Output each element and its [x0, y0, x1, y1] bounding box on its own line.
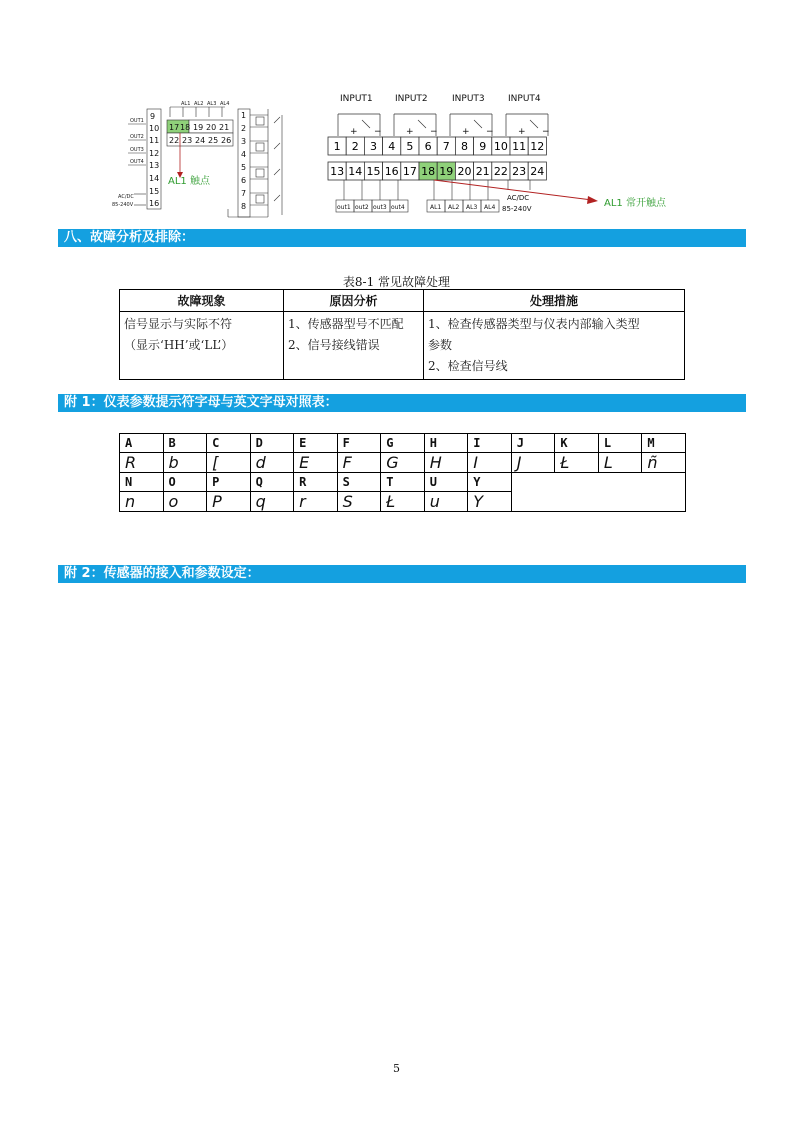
- input-label: INPUT1: [340, 94, 373, 104]
- alarm-label: AL3: [207, 101, 217, 107]
- input-label: INPUT3: [452, 94, 485, 104]
- header-action: 处理措施: [424, 290, 685, 312]
- terminal: 4: [241, 150, 247, 159]
- terminal-number: 24: [530, 165, 545, 178]
- letter-cell: H: [424, 434, 468, 453]
- out-label: OUT2: [130, 134, 144, 140]
- input-label: INPUT2: [395, 94, 428, 104]
- letter-cell: L: [598, 434, 642, 453]
- terminal: 13: [149, 161, 160, 170]
- letter-cell: R: [294, 473, 338, 492]
- segment-glyph-cell: u: [424, 492, 468, 512]
- terminal-number: 3: [370, 140, 377, 153]
- out-label: OUT1: [130, 118, 144, 124]
- alarm-label: AL4: [484, 204, 496, 211]
- letter-cell: A: [120, 434, 164, 453]
- terminal-number: 17: [402, 165, 417, 178]
- svg-text:+: +: [350, 127, 358, 137]
- output-label: out4: [391, 204, 405, 211]
- terminal-number: 16: [384, 165, 399, 178]
- terminal-number: 6: [424, 140, 432, 153]
- terminal: 15: [149, 187, 160, 196]
- letter-cell: B: [163, 434, 207, 453]
- svg-text:−: −: [430, 127, 438, 137]
- letter-cell: T: [381, 473, 425, 492]
- terminal-number: 11: [512, 140, 527, 153]
- header-cause: 原因分析: [284, 290, 424, 312]
- letter-cell: U: [424, 473, 468, 492]
- segment-glyph-cell: Y: [468, 492, 512, 512]
- letter-cell: F: [337, 434, 381, 453]
- terminal-number: 2: [351, 140, 359, 153]
- cause-line: 2、信号接线错误: [288, 338, 380, 352]
- terminal: 23: [182, 136, 193, 145]
- terminal: 21: [219, 123, 230, 132]
- letter-cell: Q: [250, 473, 294, 492]
- terminal: 19: [193, 123, 204, 132]
- power-label: AC/DC: [118, 194, 134, 200]
- segment-glyph-cell: G: [381, 453, 425, 473]
- terminal: 22: [169, 136, 180, 145]
- terminal: 5: [241, 163, 247, 172]
- terminal: 6: [241, 176, 247, 185]
- segment-glyph-cell: b: [163, 453, 207, 473]
- alarm-label: AL4: [220, 101, 230, 107]
- output-label: out1: [337, 204, 351, 211]
- terminal: 8: [241, 202, 247, 211]
- svg-text:−: −: [542, 127, 550, 137]
- segment-glyph-cell: o: [163, 492, 207, 512]
- terminal-number: 23: [512, 165, 527, 178]
- letter-cell: I: [468, 434, 512, 453]
- appendix-2-title: 附 2：传感器的接入和参数设定：: [58, 565, 746, 583]
- terminal: 24: [195, 136, 206, 145]
- terminal-number: 18: [421, 165, 436, 178]
- page-number: 5: [393, 1062, 400, 1075]
- segment-glyph-cell: P: [207, 492, 251, 512]
- fault-table: [119, 289, 685, 380]
- segment-glyph-cell: R: [120, 453, 164, 473]
- svg-text:+: +: [518, 127, 526, 137]
- input-label: INPUT4: [508, 94, 541, 104]
- action-line: 1、检查传感器类型与仪表内部输入类型: [428, 317, 640, 331]
- action-line: 参数: [428, 338, 453, 352]
- header-symptom: 故障现象: [120, 290, 284, 312]
- letter-cell: S: [337, 473, 381, 492]
- segment-glyph-cell: n: [120, 492, 164, 512]
- terminal-number: 13: [330, 165, 345, 178]
- terminal-number: 14: [348, 165, 363, 178]
- table-row: [120, 434, 686, 453]
- svg-text:+: +: [462, 127, 470, 137]
- terminal-number: 9: [479, 140, 487, 153]
- table-row: [120, 312, 685, 380]
- table-row: [120, 473, 686, 492]
- segment-glyph-cell: Ł: [555, 453, 599, 473]
- letter-cell: C: [207, 434, 251, 453]
- terminal: 20: [206, 123, 217, 132]
- cause-line: 1、传感器型号不匹配: [288, 317, 404, 331]
- segment-glyph-cell: I: [468, 453, 512, 473]
- out-label: OUT4: [130, 159, 144, 165]
- letter-cell: G: [381, 434, 425, 453]
- letter-mapping-table: [119, 433, 686, 512]
- alarm-label: AL3: [466, 204, 478, 211]
- letter-cell: K: [555, 434, 599, 453]
- segment-glyph-cell: H: [424, 453, 468, 473]
- power-label: AC/DC: [507, 194, 530, 202]
- terminal: 26: [221, 136, 232, 145]
- symptom-line: 信号显示与实际不符: [124, 317, 233, 331]
- segment-glyph-cell: r: [294, 492, 338, 512]
- terminal: 17: [169, 123, 180, 132]
- alarm-label: AL1: [181, 101, 191, 107]
- segment-glyph-cell: S: [337, 492, 381, 512]
- table-caption: 表8-1 常见故障处理: [342, 275, 451, 289]
- table-row: [120, 453, 686, 473]
- terminal: 14: [149, 174, 160, 183]
- terminal: 10: [149, 124, 160, 133]
- alarm-label: AL1: [430, 204, 442, 211]
- letter-cell: E: [294, 434, 338, 453]
- terminal-number: 10: [493, 140, 508, 153]
- output-label: out2: [355, 204, 369, 211]
- letter-cell: N: [120, 473, 164, 492]
- svg-text:−: −: [374, 127, 382, 137]
- letter-cell: J: [511, 434, 555, 453]
- appendix-1-title: 附 1：仪表参数提示符字母与英文字母对照表：: [58, 394, 746, 412]
- action-line: 2、检查信号线: [428, 359, 508, 373]
- out-label: OUT3: [130, 147, 144, 153]
- letter-cell: M: [642, 434, 686, 453]
- terminal-number: 1: [333, 140, 341, 153]
- terminal: 16: [149, 199, 160, 208]
- segment-glyph-cell: L: [598, 453, 642, 473]
- svg-text:−: −: [486, 127, 494, 137]
- terminal-number: 12: [530, 140, 545, 153]
- terminal-number: 19: [439, 165, 454, 178]
- letter-cell: Y: [468, 473, 512, 492]
- segment-glyph-cell: E: [294, 453, 338, 473]
- terminal-number: 15: [366, 165, 381, 178]
- segment-glyph-cell: ñ: [642, 453, 686, 473]
- segment-glyph-cell: F: [337, 453, 381, 473]
- segment-glyph-cell: [: [207, 453, 251, 473]
- wiring-diagram-left: [110, 95, 300, 220]
- terminal: 25: [208, 136, 219, 145]
- al1-contact-annotation: AL1 触点: [168, 176, 210, 187]
- segment-glyph-cell: J: [511, 453, 555, 473]
- terminal: 18: [180, 123, 191, 132]
- terminal-number: 4: [388, 140, 396, 153]
- terminal: 12: [149, 149, 160, 158]
- svg-text:+: +: [406, 127, 414, 137]
- power-range: 85-240V: [112, 202, 134, 208]
- terminal: 7: [241, 189, 247, 198]
- output-label: out3: [373, 204, 387, 211]
- letter-cell: D: [250, 434, 294, 453]
- alarm-label: AL2: [194, 101, 204, 107]
- letter-cell: P: [207, 473, 251, 492]
- segment-glyph-cell: q: [250, 492, 294, 512]
- terminal-number: 5: [406, 140, 414, 153]
- section-8-title: 八、故障分析及排除：: [58, 229, 746, 247]
- terminal: 3: [241, 137, 247, 146]
- terminal: 11: [149, 136, 160, 145]
- wiring-diagram-right: [322, 90, 692, 220]
- terminal-number: 7: [442, 140, 450, 153]
- terminal: 9: [150, 112, 156, 121]
- empty-cell: [511, 473, 685, 512]
- terminal-number: 22: [493, 165, 508, 178]
- segment-glyph-cell: d: [250, 453, 294, 473]
- terminal-number: 8: [461, 140, 468, 153]
- segment-glyph-cell: Ł: [381, 492, 425, 512]
- terminal-number: 20: [457, 165, 472, 178]
- letter-cell: O: [163, 473, 207, 492]
- power-range: 85-240V: [502, 205, 532, 213]
- alarm-label: AL2: [448, 204, 460, 211]
- al1-no-contact-annotation: AL1 常开触点: [604, 198, 666, 209]
- terminal: 1: [241, 111, 247, 120]
- terminal-number: 21: [475, 165, 490, 178]
- symptom-line: （显示‘HH’或‘LL’）: [124, 338, 234, 352]
- terminal: 2: [241, 124, 247, 133]
